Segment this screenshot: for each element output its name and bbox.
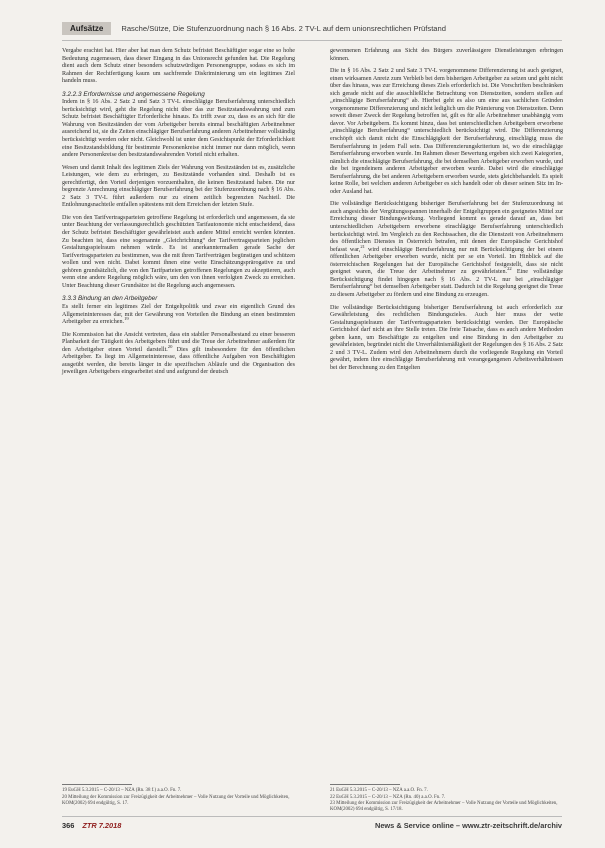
subsection-heading: 3.2.2.3 Erfordernisse und angemessene Regelung [62,90,205,98]
paragraph: Vergabe erachtet hat. Hier aber hat man dem Schutz befristet Beschäftigter sogar eine so hohe Bedeutung zugemessen, dass dieser Eingang in das Unionsrecht gefunden hat. Die Regelung dient auch dem Schutz einer besonders schutzwürdigen Personengruppe, sodass es sich im Rahmen der Rechtfertigung kaum um sachfremde Diskriminierung um ein legitimes Ziel handeln muss. [62,48,295,85]
footnote-rule [330,784,400,785]
running-title: Rasche/Sütze, Die Stufenzuordnung nach § 16 Abs. 2 TV-L auf dem unionsrechtlichen Prüfstand [121,23,446,33]
footnote: 22 EuGH 5.3.2015 – C-20/13 – NZA (Rn. 40) a.a.O. Fn. 7. [330,794,446,800]
paragraph-text: Die vollständige Berücksichtigung bisheriger Berufserfahrung bei der Stufenzuordnung ist auch angesichts der Vergütungsspannen innerhalb der Entgeltgruppen ein geeignetes Mittel zur Erreichung dieser Bindungswirkung. Vorliegend kommt es gerade darauf an, dass bei unterschiedlichen Arbeitgebern erworbene einschlägige Berufserfahrung unterschiedlich berücksichtigt wird. Im Vergleich zu den Rechtssachen, die die Dienstzeit von Arbeitnehmern des öffentlichen Dienstes in Österreich betrafen, mit denen der Europäische Gerichtshof befasst war, [330,201,563,253]
page-header [62,20,562,36]
footer-rule [62,816,562,817]
footnotes-right [330,788,563,814]
footnote: 21 EuGH 5.3.2015 – C-20/13 – NZA a.a.O. Fn. 7. [330,788,428,793]
paragraph-text: Dies gilt insbesondere für den öffentlichen Arbeitgeber. Es liegt im Allgemeininteresse, dass öffentliche Aufgaben von Beschäftigten ausgeübt werden, die bereits länger in die spezifischen Abläufe und die Organisation des jeweiligen Arbeitgebers eingearbeitet sind und aufgrund der deutsch [62,346,295,376]
archive-link[interactable]: News & Service online – www.ztr-zeitschrift.de/archiv [374,820,562,830]
paragraph [62,304,295,327]
footnote-ref: 22 [507,266,512,272]
right-column [330,48,563,377]
footnotes-left [62,788,295,807]
journal-issue: ZTR 7.2018 [82,820,122,830]
footnote: 23 Mitteilung der Kommission zur Freizügigkeit der Arbeitnehmer – Volle Nutzung der Vorteile und Möglichkeiten, KOM(2002) 694 endgültig, S. 17/18. [330,801,558,812]
paragraph-text: Die Kommission hat die Ansicht vertreten, dass ein stabiler Personalbestand zu einer besseren Planbarkeit der Tätigkeit des Arbeitgebers führt und die Treue der Arbeitnehmer außerdem für den Arbeitgeber einen Vorteil darstellt. [62,331,295,353]
footnote-rule [62,784,132,785]
footnote-ref: 20 [167,343,173,349]
paragraph-text: Eine vollständige Berücksichtigung findet hingegen nach § 16 Abs. 2 TV-L nur bei „einschlägiger Berufserfahrung“ bei demselben Arbeitgeber statt. Dadurch ist die Regelung geeignet die Treue zu diesem Arbeitgeber zu fördern und eine Bindung zu erzeugen. [330,269,563,299]
footnote: 20 Mitteilung der Kommission zur Freizügigkeit der Arbeitnehmer – Volle Nutzung der Vorteile und Möglichkeiten, KOM(2002) 694 endgültig, S. 17. [62,794,290,806]
header-rule [62,40,562,41]
paragraph: Indem in § 16 Abs. 2 Satz 2 und Satz 3 TV-L einschlägige Berufserfahrung unterschiedlich berücksichtigt wird, geht die Regelung nicht über das zur Besitzstandswahrung und zum Schutz befristet Beschäftigter Erforderliche hinaus. Es trifft zwar zu, dass es an sich für die Wahrung von Besitzständen der vom Arbeitgeber bereits einmal beschäftigten Arbeitnehmer ausreichend ist, sie die Zeiten einschlägiger Berufserfahrung anderen Arbeitnehmer vollständig berücksichtigt werden oder nicht. Gleichwohl ist unter dem Gesichtspunkt der Erforderlichkeit eine Besitzstandsbildung für bestimmte Personenkreise nicht immer nur dann möglich, wenn andere Personenkreise den besitzstandswahrenden Vorteil nicht erhalten. [62,99,295,159]
subsection-heading: 3.3.3 Bindung an den Arbeitgeber [62,295,158,303]
left-column [62,48,295,382]
paragraph: Die in § 16 Abs. 2 Satz 2 und Satz 3 TV-L vorgenommene Differenzierung ist auch geeignet, einen wirksamen Anreiz zum Verbleib bei dem bisherigen Arbeitgeber zu setzen und geht nicht über das hinaus, was zur Erreichung dieses Ziels erforderlich ist. Die Vorschriften beschränken sich gerade nicht auf die ausschließliche Betrachtung von Dienstzeiten, sondern stellen auf „einschlägige Berufserfahrung“ ab. Hierbei geht es also um eine aus sachlichen Gründen vorgenommene Differenzierung und nicht lediglich um die Prämierung von Dienstzeiten. Denn soweit dieser Zweck der Regelung betroffen ist, gilt es für alle Arbeitnehmer unabhängig vom davor. Vor Arbeitgebern. Es kommt hinzu, dass bei unterschiedlichen Arbeitgebern erworbene „einschlägige Berufserfahrung“ unterschiedlich berücksichtigt wird. Die Differenzierung erschöpft sich damit nicht die Einschlägigkeit der Berufserfahrung, einschlägig muss die Berufserfahrung in jedem Fall sein. Das Differenzierungskriterium ist, wo die einschlägige Berufserfahrung erworben wurde. Im Rahmen dieser Bewertung ergeben sich zwei Kategorien, nämlich die einschlägige Berufserfahrung, die bei demselben Arbeitgeber erworben wurde, und die bei irgendeinem anderen Arbeitgeber erworben wurde. Dabei wird die einschlägige Berufserfahrung, die bei anderen Arbeitgebern erworben wurde, stets gleichbehandelt. Es spielt keine Rolle, bei welchen anderen Arbeitgeber es sich handelt oder ob dieser seinen Sitz im In- oder Ausland hat. [330,68,563,195]
paragraph-text: wird einschlägige Berufserfahrung nur mit Berücksichtigung der bei einem öffentlichen Arbeitgeber erworben wurde, nicht per se ein Vorteil. Im Hinblick auf die österreichischen Regelungen hat der Europäische Gerichtshof festgestellt, dass sie nicht geeignet waren, die Treue der Arbeitnehmer zu gewährleisten. [330,246,563,276]
paragraph-text: Es stellt ferner ein legitimes Ziel der Entgeltpolitik und zwar ein eigentlich Grund des Allgemeininteresses dar, mit der Gewährung von Vorteilen die Bindung an einen bestimmten Arbeitgeber zu erreichen. [62,303,295,326]
page-number: 366 [62,820,75,830]
section-label: Aufsätze [62,22,111,35]
paragraph: Wesen und damit Inhalt des legitimen Ziels der Wahrung von Besitzständen ist es, zusätzliche Leistungen, wie dem zu erbringen, zu Besitzstände vorhanden sind. Deshalb ist es gerechtfertigt, den Vorteil derjenigen vorzuenthalten, die keinen Besitzstand haben. Die nur begrenzte Anrechnung einschlägiger Berufserfahrung bei der Stufenzuordnung nach § 16 Abs. 2 Satz 3 TV-L führt außerdem nur zu einem zeitlich begrenzten Nachteil. Die Entlohnungsnachteile entfallen spätestens mit dem Erreichen der letzten Stufe. [62,164,295,209]
paragraph [62,332,295,377]
paragraph: gewonnenen Erfahrung aus Sicht des Bürgers zuverlässigere Dienstleistungen erbringen können. [330,48,563,62]
paragraph: Die vollständige Berücksichtigung bisheriger Berufserfahrung ist auch erforderlich zur Gewährleistung des rechtlichen Bindungszieles. Auch hier muss der weite Gestaltungsspielraum der Tarifvertragsparteien berücksichtigt werden. Der Europäische Gerichtshof darf nicht an ihre Stelle treten. Die freie Tatsache, dass es auch andere Methoden geben kann, um Beschäftigte zu entgelten und eine Bindung in den Arbeitgeber zu gewährleisten, begründet nicht die Unverhältnismäßigkeit der Regelungen des § 16 Abs. 2 Satz 2 und 3 TV-L. Zudem wird den Arbeitnehmern durch die vorliegende Regelung ein Vorteil gewährt, indem ihre einschlägige Berufserfahrung mit vorangegangenen Arbeitsverhältnissen bei der Berechnung zu den Entgelten [330,304,563,371]
footnote-ref: 19 [124,316,129,322]
footnote: 19 EuGH 5.3.2015 – C-20/13 – NZA (Rn. 38 f.) a.a.O. Fn. 7. [62,788,182,793]
paragraph [330,201,563,299]
footnote-ref: 21 [360,243,365,249]
page-footer [62,819,562,831]
paragraph: Die von den Tarifvertragsparteien getroffene Regelung ist erforderlich und angemessen, da sie unter Beachtung der verfassungsrechtlich geschützten Tarifautonomie nicht entscheidend, dass der Schutz befristet Beschäftigter gewährleistet auch andere Mittel erreicht werden könnten. Zu beachten ist, dass eine sogenannte „Gleichrichtung“ der Tarifvertragsparteien jeglichen Gestaltungsspielraum nehmen würde. Es ist anerkanntermaßen gerade Sache der Tarifvertragsparteien zu bestimmen, was die mit ihren Tarifverträgen begünstigen und schützen wollen und wen nicht. Dabei kommt ihnen eine weite Einschätzungsprärogative zu und gehören grundsätzlich, die von den Tarifparteien getroffenen Regelungen zu akzeptieren, auch wenn eine andere Regelung möglich wäre, um den von ihnen verfolgten Zweck zu erreichen. Unter Beachtung dieser Grundsätze ist die Regelung auch angemessen. [62,214,295,289]
